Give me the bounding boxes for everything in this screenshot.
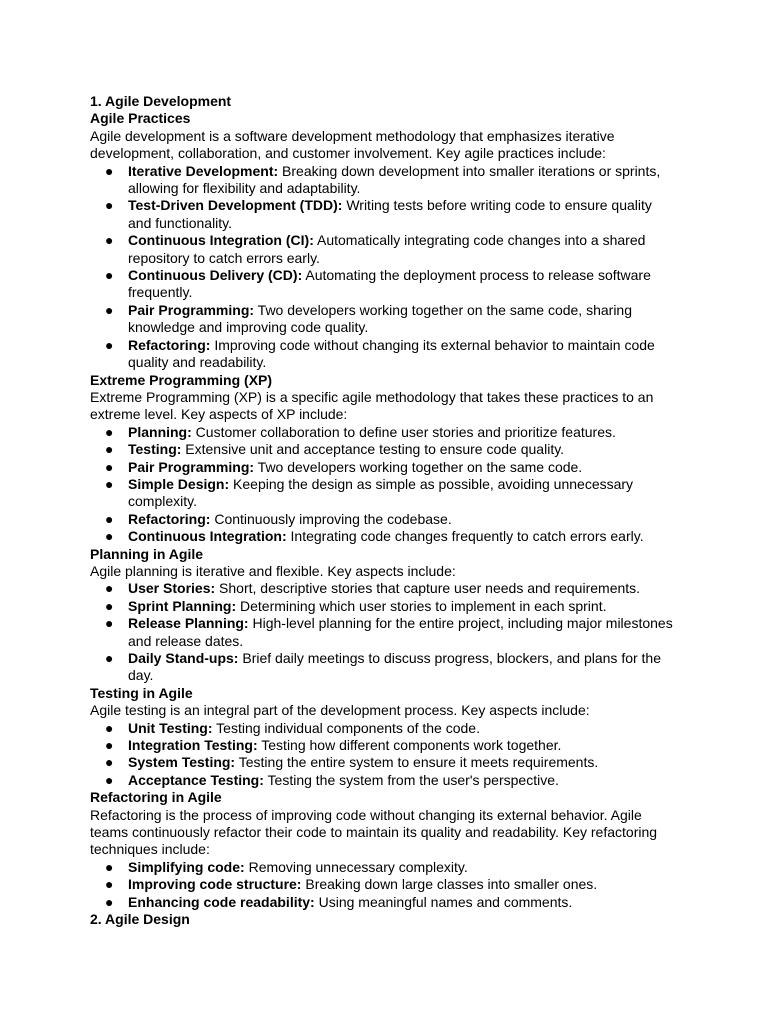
item-term: User Stories:: [128, 580, 216, 597]
intro-paragraph: Agile development is a software development methodology that emphasizes iterative development, collaboration, and customer involvement. Key agile practices include:: [90, 127, 615, 162]
item-term: Simplifying code:: [128, 858, 245, 875]
bullet-icon: ●: [105, 475, 114, 492]
item-text: Automatically integrating code changes into a shared repository to catch errors early.: [128, 232, 646, 266]
bullet-icon: ●: [105, 893, 114, 910]
item-term: Test-Driven Development (TDD):: [128, 197, 343, 214]
item-term: Planning:: [128, 423, 192, 440]
item-text: Testing the entire system to ensure it meets requirements.: [235, 754, 599, 771]
item-term: Unit Testing:: [128, 719, 213, 736]
bullet-icon: ●: [105, 528, 114, 545]
list-item: [90, 441, 678, 458]
item-text: Removing unnecessary complexity.: [244, 858, 468, 875]
item-term: Sprint Planning:: [128, 597, 237, 614]
list-item: [90, 511, 678, 528]
item-term: Refactoring:: [128, 336, 211, 353]
item-text: Writing tests before writing code to ensure quality and functionality.: [128, 197, 652, 231]
item-text: Short, descriptive stories that capture user needs and requirements.: [215, 580, 641, 597]
subsection-heading: Testing in Agile: [90, 684, 193, 701]
subsection-heading: Agile Practices: [90, 110, 191, 127]
list-item: [90, 267, 678, 302]
list-item: [90, 737, 678, 754]
item-term: Enhancing code readability:: [128, 893, 315, 910]
bullet-list: [90, 163, 678, 372]
item-text: Brief daily meetings to discuss progress, blockers, and plans for the day.: [128, 650, 662, 684]
bullet-icon: ●: [105, 423, 114, 440]
intro-paragraph: Agile testing is an integral part of the development process. Key aspects include:: [90, 702, 590, 719]
list-item: [90, 650, 678, 685]
bullet-icon: ●: [105, 580, 114, 597]
item-text: Testing the system from the user's perspective.: [263, 771, 559, 788]
bullet-icon: ●: [105, 876, 114, 893]
item-term: Acceptance Testing:: [128, 771, 264, 788]
list-item: [90, 859, 678, 876]
item-term: Continuous Integration (CI):: [128, 232, 314, 249]
list-item: [90, 754, 678, 771]
item-text: Using meaningful names and comments.: [314, 893, 573, 910]
item-text: Two developers working together on the same code.: [254, 458, 583, 475]
item-term: Continuous Integration:: [128, 528, 287, 545]
item-term: Pair Programming:: [128, 458, 255, 475]
list-item: [90, 337, 678, 372]
section-heading: 2. Agile Design: [90, 911, 190, 928]
item-text: Customer collaboration to define user stories and prioritize features.: [191, 423, 616, 440]
list-item: [90, 876, 678, 893]
item-term: Improving code structure:: [128, 876, 302, 893]
item-term: Continuous Delivery (CD):: [128, 267, 303, 284]
item-text: High-level planning for the entire project, including major milestones and release dates.: [128, 615, 673, 649]
item-term: Pair Programming:: [128, 301, 255, 318]
list-item: [90, 476, 678, 511]
list-item: [90, 598, 678, 615]
list-item: [90, 163, 678, 198]
item-term: Release Planning:: [128, 615, 249, 632]
item-text: Continuously improving the codebase.: [210, 510, 452, 527]
item-text: Breaking down development into smaller iterations or sprints, allowing for flexibility and adaptability.: [128, 162, 661, 197]
bullet-list: [90, 580, 678, 684]
bullet-icon: ●: [105, 597, 114, 614]
bullet-icon: ●: [105, 232, 114, 249]
bullet-icon: ●: [105, 858, 114, 875]
item-text: Improving code without changing its external behavior to maintain code quality and readability.: [128, 336, 655, 371]
intro-paragraph: Extreme Programming (XP) is a specific agile methodology that takes these practices to an extreme level. Key aspects of XP include:: [90, 388, 654, 423]
item-term: Testing:: [128, 441, 182, 458]
item-text: Determining which user stories to implement in each sprint.: [236, 597, 607, 614]
item-text: Keeping the design as simple as possible, avoiding unnecessary complexity.: [128, 475, 634, 510]
item-text: Breaking down large classes into smaller ones.: [301, 876, 598, 893]
list-item: [90, 772, 678, 789]
bullet-icon: ●: [105, 771, 114, 788]
bullet-list: [90, 424, 678, 546]
subsection-heading: Refactoring in Agile: [90, 789, 222, 806]
item-term: Iterative Development:: [128, 162, 279, 179]
list-item: [90, 232, 678, 267]
bullet-icon: ●: [105, 754, 114, 771]
list-item: [90, 424, 678, 441]
item-text: Two developers working together on the same code, sharing knowledge and improving code quality.: [128, 301, 632, 336]
bullet-icon: ●: [105, 615, 114, 632]
item-text: Testing individual components of the code.: [212, 719, 480, 736]
item-term: System Testing:: [128, 754, 236, 771]
item-text: Integrating code changes frequently to catch errors early.: [286, 528, 644, 545]
bullet-icon: ●: [105, 197, 114, 214]
bullet-icon: ●: [105, 162, 114, 179]
bullet-icon: ●: [105, 301, 114, 318]
bullet-icon: ●: [105, 737, 114, 754]
item-text: Extensive unit and acceptance testing to ensure code quality.: [181, 441, 565, 458]
bullet-icon: ●: [105, 650, 114, 666]
list-item: [90, 197, 678, 232]
bullet-icon: ●: [105, 510, 114, 527]
bullet-icon: ●: [105, 458, 114, 475]
subsection-heading: Extreme Programming (XP): [90, 371, 273, 388]
item-text: Automating the deployment process to release software frequently.: [128, 267, 651, 301]
list-item: [90, 459, 678, 476]
list-item: [90, 580, 678, 597]
bullet-list: [90, 720, 678, 790]
item-text: Testing how different components work together.: [257, 737, 562, 754]
bullet-icon: ●: [105, 441, 114, 458]
item-term: Refactoring:: [128, 510, 211, 527]
bullet-icon: ●: [105, 267, 114, 284]
list-item: [90, 528, 678, 545]
item-term: Integration Testing:: [128, 737, 258, 754]
subsection-heading: Planning in Agile: [90, 545, 204, 562]
intro-paragraph: Agile planning is iterative and flexible. Key aspects include:: [90, 562, 456, 579]
bullet-icon: ●: [105, 719, 114, 736]
item-term: Simple Design:: [128, 475, 230, 492]
list-item: [90, 302, 678, 337]
list-item: [90, 894, 678, 911]
section-heading: 1. Agile Development: [90, 93, 232, 109]
intro-paragraph: Refactoring is the process of improving code without changing its external behavior. Agile teams continuously refactor their code to maintain its quality and readability. Key refactoring techniques include:: [90, 806, 658, 858]
item-term: Daily Stand-ups:: [128, 650, 239, 666]
list-item: [90, 615, 678, 650]
bullet-list: [90, 859, 678, 911]
list-item: [90, 720, 678, 737]
bullet-icon: ●: [105, 336, 114, 353]
